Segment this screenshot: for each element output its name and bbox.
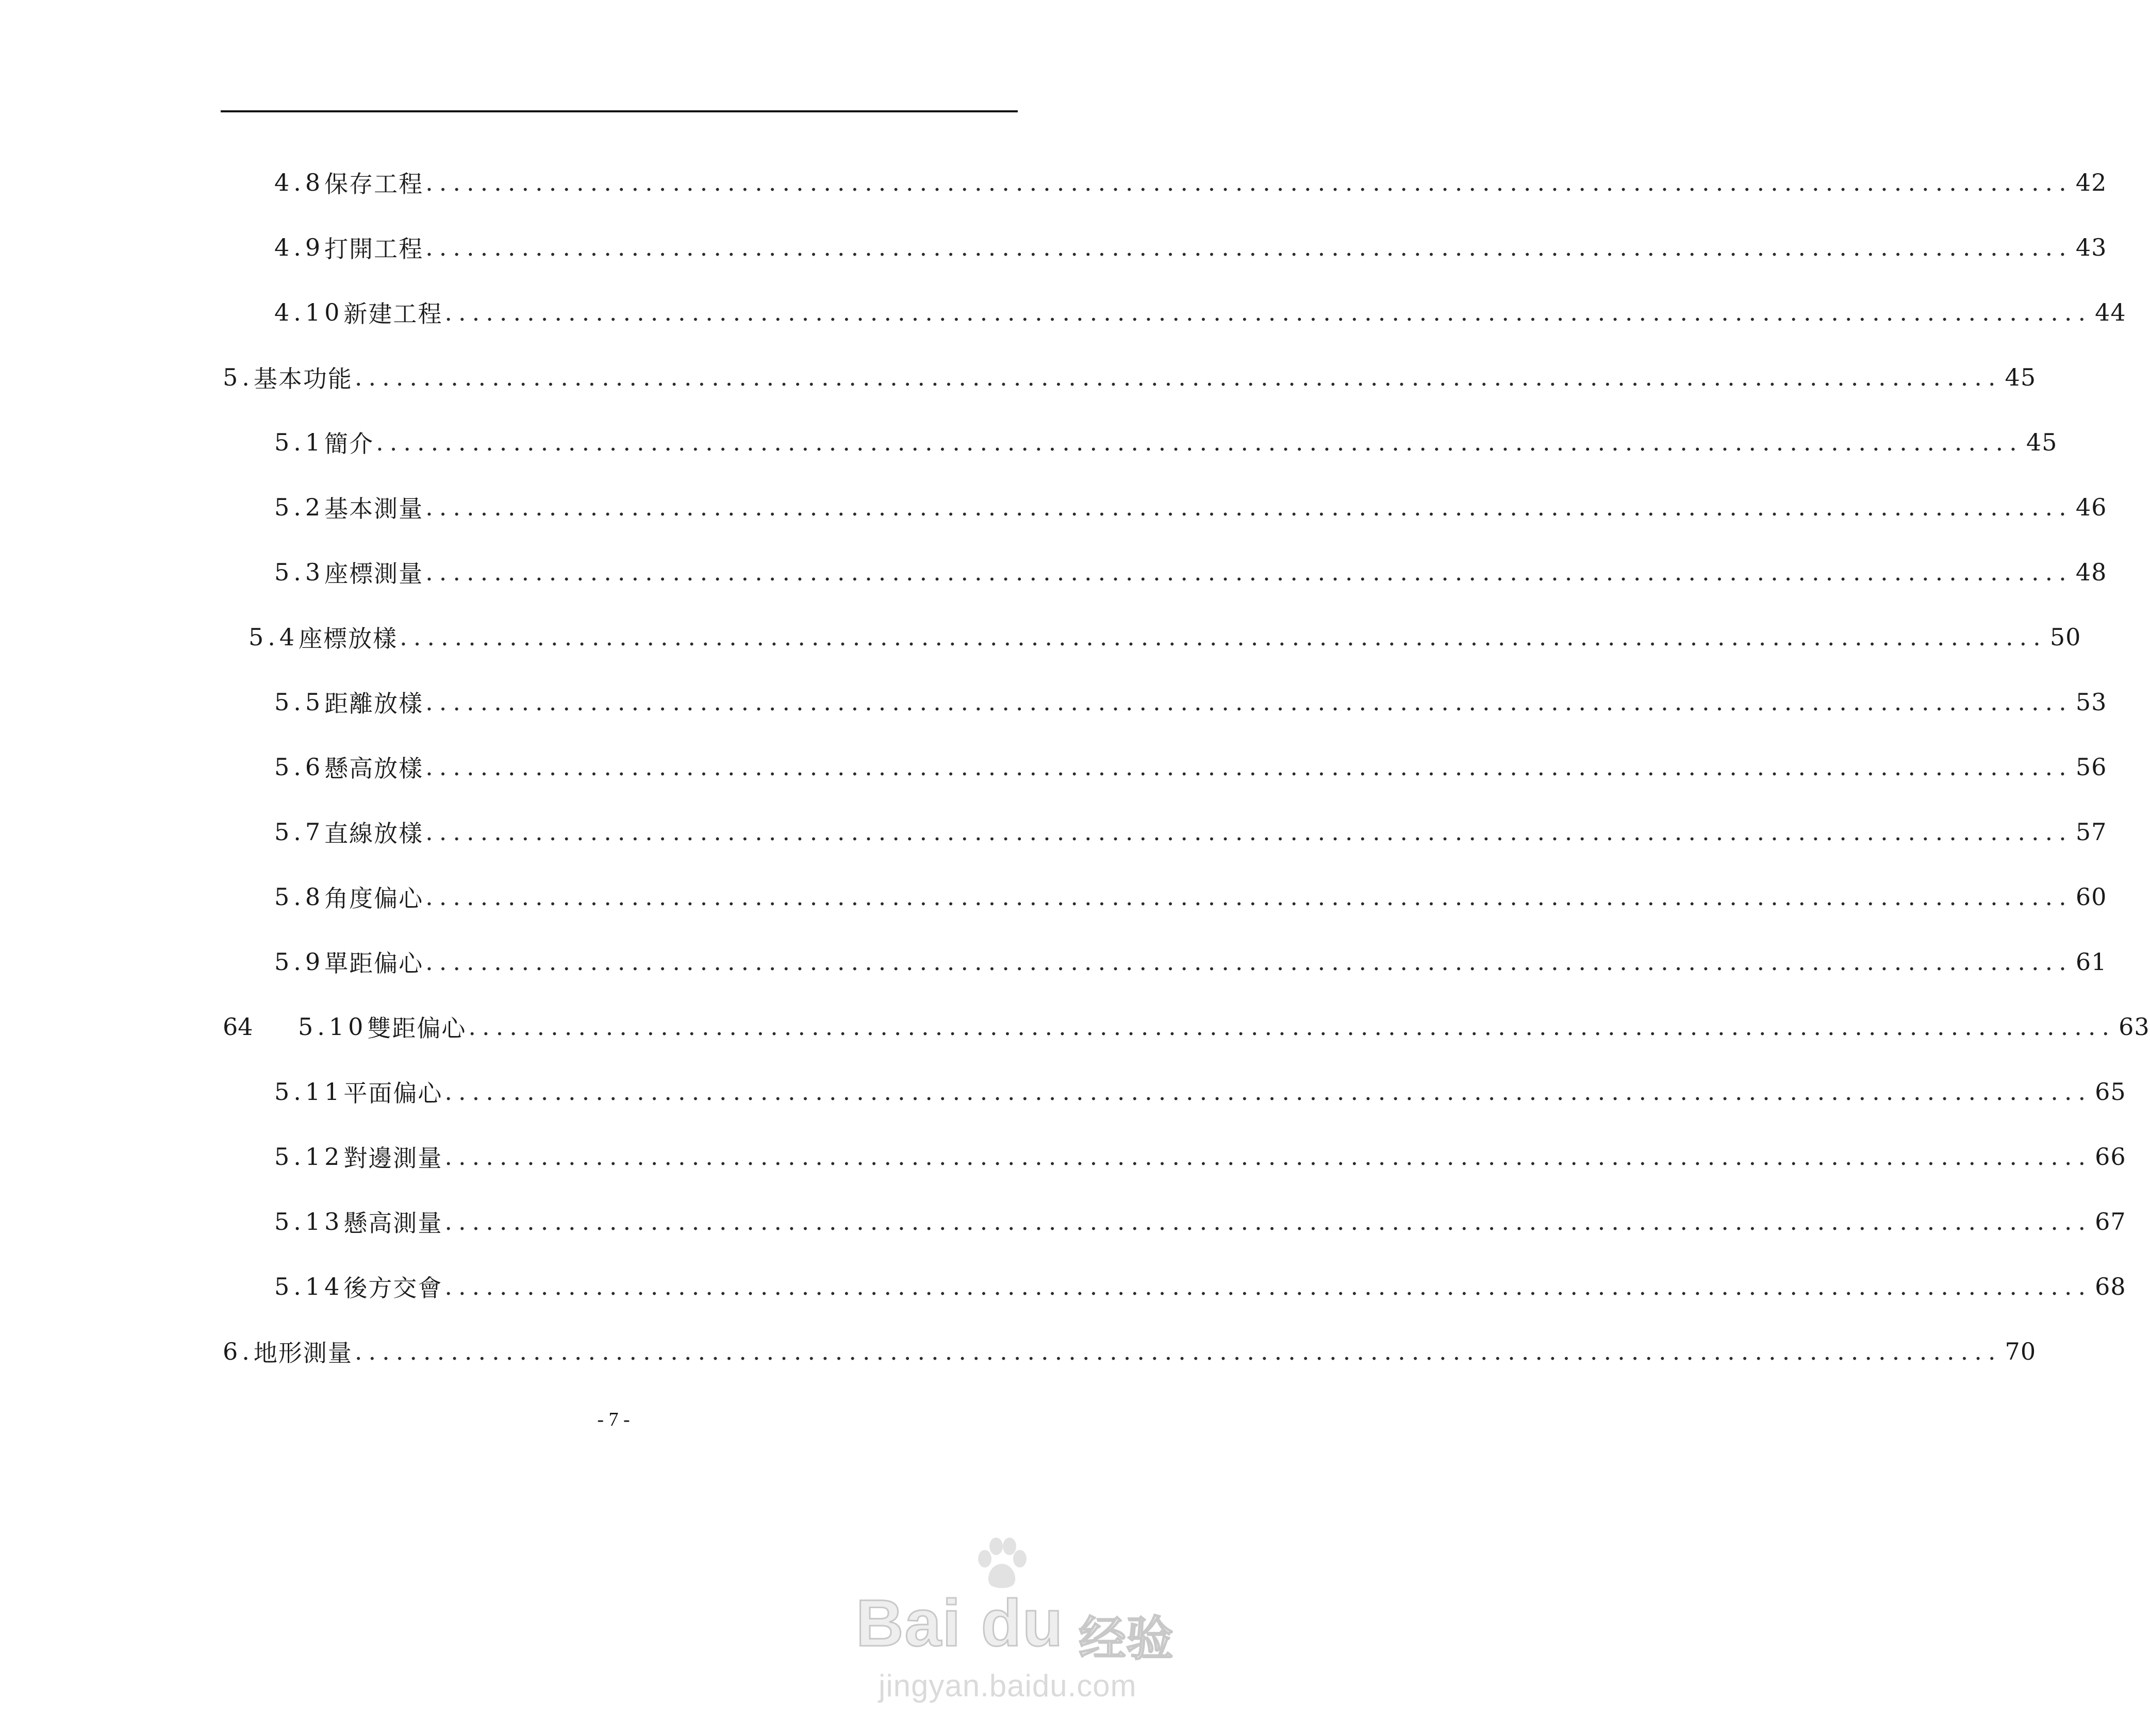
toc-entry-5-8[interactable]: [274, 876, 2107, 917]
toc-entry-title: 角度偏心: [324, 884, 424, 912]
toc-entry-5-5[interactable]: [274, 681, 2107, 723]
baidu-jingyan-watermark: [856, 1536, 1196, 1711]
toc-leader-dots: ........................................................................................................................: [425, 818, 2073, 846]
toc-entry-number: 4.8: [274, 169, 325, 196]
stray-page-number: 64: [223, 1013, 253, 1041]
toc-entry-page: 70: [2005, 1338, 2037, 1365]
toc-entry-title: 打開工程: [324, 235, 424, 263]
toc-entry-5-13[interactable]: [274, 1201, 2126, 1242]
toc-leader-dots: ........................................................................................................................: [444, 1273, 2092, 1300]
toc-entry-number: 5.4: [249, 623, 299, 651]
toc-entry-number: 5.1: [274, 428, 325, 456]
toc-entry-page: 45: [2026, 428, 2058, 456]
toc-entry-title: 座標測量: [324, 560, 424, 588]
toc-entry-number: 5.9: [274, 948, 325, 976]
toc-leader-dots: ........................................................................................................................: [444, 1143, 2092, 1171]
toc-entry-page: 44: [2095, 298, 2126, 326]
toc-leader-dots: ........................................................................................................................: [354, 1338, 2002, 1365]
toc-entry-title: 直線放樣: [324, 820, 424, 847]
toc-entry-title: 基本功能: [253, 365, 353, 393]
toc-entry-page: 63: [2119, 1013, 2150, 1041]
toc-entry-page: 56: [2075, 753, 2107, 781]
toc-leader-dots: ........................................................................................................................: [425, 493, 2073, 521]
toc-leader-dots: ........................................................................................................................: [444, 298, 2092, 326]
toc-leader-dots: ........................................................................................................................: [444, 1078, 2092, 1106]
toc-leader-dots: ........................................................................................................................: [425, 688, 2073, 716]
toc-leader-dots: ........................................................................................................................: [425, 948, 2073, 976]
toc-entry-page: 61: [2075, 948, 2107, 976]
toc-entry-number: 5.10: [298, 1013, 368, 1041]
toc-entry-5-2[interactable]: [274, 487, 2107, 528]
toc-entry-number: 5.6: [274, 753, 325, 781]
paw-icon: [973, 1536, 1030, 1593]
toc-entry-number: 5.14: [274, 1273, 344, 1300]
toc-entry-5-6[interactable]: [274, 746, 2107, 788]
toc-entry-page: 53: [2075, 688, 2107, 716]
toc-entry-number: 5.: [223, 363, 254, 391]
toc-entry-title: 保存工程: [324, 170, 424, 198]
toc-entry-title: 平面偏心: [343, 1079, 443, 1107]
toc-entry-title: 懸高測量: [343, 1209, 443, 1237]
toc-entry-page: 50: [2049, 623, 2081, 651]
toc-entry-title: 對邊測量: [343, 1144, 443, 1172]
toc-leader-dots: ........................................................................................................................: [354, 363, 2002, 391]
toc-entry-page: 66: [2095, 1143, 2126, 1171]
toc-entry-title: 新建工程: [343, 300, 443, 328]
toc-entry-number: 5.8: [274, 883, 325, 911]
toc-entry-number: 5.2: [274, 493, 325, 521]
toc-leader-dots: ........................................................................................................................: [425, 169, 2073, 196]
toc-entry-page: 65: [2095, 1078, 2126, 1106]
watermark-brand-cn: 经验: [1079, 1611, 1174, 1666]
toc-entry-5[interactable]: [223, 357, 2037, 398]
toc-entry-5-12[interactable]: [274, 1136, 2126, 1177]
toc-entry-number: 5.11: [274, 1078, 344, 1106]
toc-entry-4-8[interactable]: [274, 162, 2107, 203]
toc-entry-page: 43: [2075, 233, 2107, 261]
toc-entry-title: 座標放樣: [299, 625, 398, 653]
toc-entry-title: 簡介: [324, 430, 374, 458]
toc-entry-6[interactable]: [223, 1331, 2037, 1372]
toc-entry-page: 67: [2095, 1208, 2126, 1236]
toc-entry-5-1[interactable]: [274, 422, 2058, 463]
toc-entry-page: 48: [2075, 558, 2107, 586]
toc-entry-number: 6.: [223, 1338, 254, 1365]
toc-entry-page: 68: [2095, 1273, 2126, 1300]
toc-entry-page: 45: [2005, 363, 2037, 391]
toc-entry-page: 60: [2075, 883, 2107, 911]
toc-entry-5-9[interactable]: [274, 941, 2107, 982]
toc-leader-dots: ........................................................................................................................: [425, 233, 2073, 261]
toc-entry-4-10[interactable]: [274, 292, 2126, 333]
toc-entry-title: 地形測量: [253, 1339, 353, 1367]
toc-leader-dots: ........................................................................................................................: [425, 883, 2073, 911]
toc-leader-dots: ........................................................................................................................: [376, 428, 2023, 456]
toc-leader-dots: ........................................................................................................................: [425, 753, 2073, 781]
toc-entry-title: 單距偏心: [324, 949, 424, 977]
footer-page-number: - 7 -: [597, 1409, 630, 1430]
toc-entry-number: 5.12: [274, 1143, 344, 1171]
toc-entry-title: 雙距偏心: [367, 1014, 467, 1042]
toc-leader-dots: ........................................................................................................................: [468, 1013, 2116, 1041]
toc-entry-title: 懸高放樣: [324, 755, 424, 782]
watermark-url: jingyan.baidu.com: [879, 1668, 1137, 1703]
toc-entry-number: 4.10: [274, 298, 344, 326]
toc-entry-5-14[interactable]: [274, 1266, 2126, 1307]
toc-leader-dots: ........................................................................................................................: [425, 558, 2073, 586]
toc-entry-number: 5.13: [274, 1208, 344, 1236]
toc-entry-number: 5.3: [274, 558, 325, 586]
toc-entry-page: 57: [2075, 818, 2107, 846]
toc-entry-5-7[interactable]: [274, 811, 2107, 853]
toc-leader-dots: ........................................................................................................................: [444, 1208, 2092, 1236]
toc-entry-5-10[interactable]: [298, 1006, 2150, 1047]
toc-entry-5-11[interactable]: [274, 1071, 2126, 1112]
toc-leader-dots: ........................................................................................................................: [400, 623, 2047, 651]
toc-entry-5-4[interactable]: [249, 616, 2081, 658]
toc-entry-number: 4.9: [274, 233, 325, 261]
toc-entry-page: 46: [2075, 493, 2107, 521]
toc-entry-5-3[interactable]: [274, 552, 2107, 593]
toc-entry-number: 5.5: [274, 688, 325, 716]
toc-entry-title: 距離放樣: [324, 690, 424, 717]
toc-entry-page: 42: [2075, 169, 2107, 196]
toc-entry-title: 基本測量: [324, 495, 424, 523]
watermark-brand: Bai du: [856, 1587, 1064, 1660]
toc-entry-number: 5.7: [274, 818, 325, 846]
toc-entry-title: 後方交會: [343, 1274, 443, 1302]
toc-entry-4-9[interactable]: [274, 227, 2107, 268]
